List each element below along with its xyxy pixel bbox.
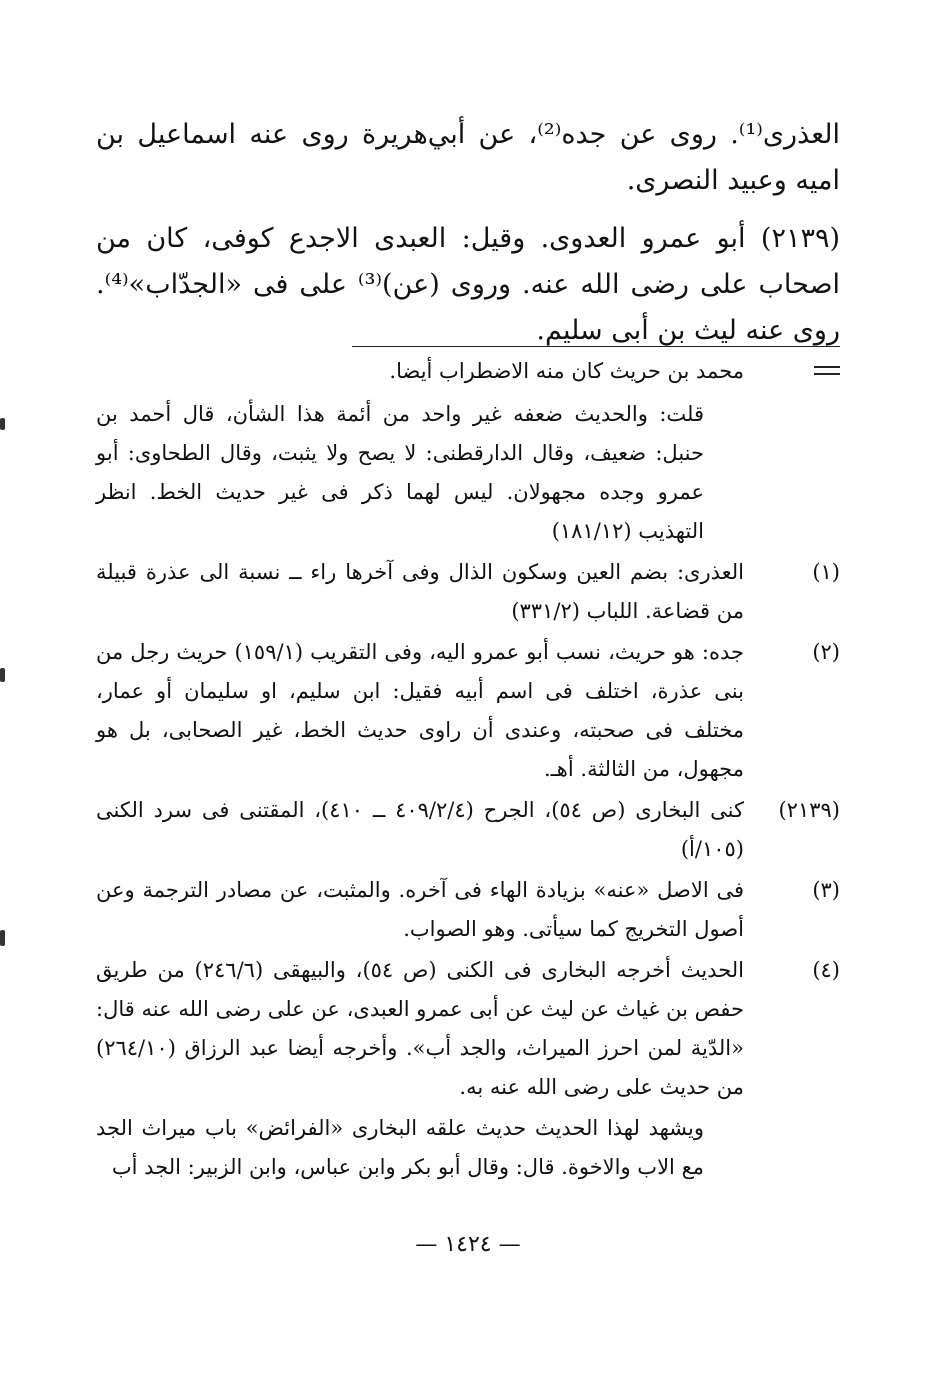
footnote-text: الحديث أخرجه البخارى فى الكنى (ص ٥٤)، والبيهقى (٢٤٦/٦) من طريق حفص بن غياث عن ليث عن أبى عمرو العبدى، عن على رضى الله عنه قال: «الدّية لمن احرز الميراث، والجد أب». وأخرجه أيضا عبد الرزاق (٢٦٤/١٠) من حديث على رضى الله عنه به.	[96, 958, 744, 1099]
footnote-marker: (٣)	[812, 878, 840, 902]
footnote-continuation	[96, 352, 840, 393]
footnote-text: قلت: والحديث ضعفه غير واحد من أئمة هذا الشأن، قال أحمد بن حنبل: ضعيف، وقال الدارقطنى: لا يصح ولا يثبت، وقال الطحاوى: أبو عمرو وجده مجهولان. ليس لهما ذكر فى غير حديث الخط. انظر التهذيب (١٨١/١٢)	[96, 402, 704, 543]
main-paragraph-1: العذرى⁽¹⁾. روى عن جده⁽²⁾، عن أبي‌هريرة روى عنه اسماعيل بن اميه وعبيد النصرى.	[96, 119, 840, 196]
footnote-3	[96, 871, 840, 949]
footnote-2139	[96, 791, 840, 869]
footnote-marker: (٢١٣٩)	[778, 798, 840, 822]
footnote-text: كنى البخارى (ص ٥٤)، الجرح (٤٠٩/٢/٤ ــ ٤١٠)، المقتنى فى سرد الكنى (١٠٥/أ)	[96, 798, 745, 861]
main-paragraph-2: (٢١٣٩) أبو عمرو العدوى. وقيل: العبدى الاجدع كوفى، كان من اصحاب على رضى الله عنه. وروى (عن)⁽³⁾ على فى «الجدّاب»⁽⁴⁾. روى عنه ليث بن أبى سليم.	[96, 223, 841, 346]
main-text	[96, 112, 840, 366]
page-number: — ١٤٢٤ —	[415, 1232, 521, 1257]
footnote-1	[96, 553, 840, 631]
footnote-4	[96, 951, 840, 1107]
scan-edge-mark	[0, 668, 5, 682]
footnote-text: محمد بن حريث كان منه الاضطراب أيضا.	[389, 359, 744, 383]
footnote-marker: (١)	[812, 560, 840, 584]
scan-edge-mark	[0, 930, 5, 946]
footnote-marker: (٤)	[812, 958, 840, 982]
footnote-comment	[96, 395, 840, 551]
footnote-marker: (٢)	[812, 640, 840, 664]
continuation-mark-icon	[814, 366, 840, 380]
footnote-text: جده: هو حريث، نسب أبو عمرو اليه، وفى التقريب (١٥٩/١) حريث رجل من بنى عذرة، اختلف فى اسم أبيه فقيل: ابن سليم، او سليمان أو عمار، مختلف فى صحبته، وعندى أن راوى حديث الخط، غير الصحابى، بل هو مجهول، من الثالثة. أهـ.	[96, 640, 745, 781]
footnote-text: العذرى: بضم العين وسكون الذال وفى آخرها راء ــ نسبة الى عذرة قبيلة من قضاعة. اللباب (٣٣١/٢)	[96, 560, 744, 623]
footnote-text: فى الاصل «عنه» بزيادة الهاء فى آخره. والمثبت، عن مصادر الترجمة وعن أصول التخريج كما سيأتى. وهو الصواب.	[96, 878, 744, 941]
footnote-text: ويشهد لهذا الحديث حديث علقه البخارى «الفرائض» باب ميراث الجد مع الاب والاخوة. قال: وقال أبو بكر وابن عباس، وابن الزبير: الجد أب	[96, 1116, 704, 1179]
footnote-2	[96, 633, 840, 789]
scan-edge-mark	[0, 418, 5, 430]
footnote-4-continued	[96, 1109, 840, 1187]
footnotes	[96, 352, 840, 1189]
footnote-separator	[352, 346, 840, 347]
